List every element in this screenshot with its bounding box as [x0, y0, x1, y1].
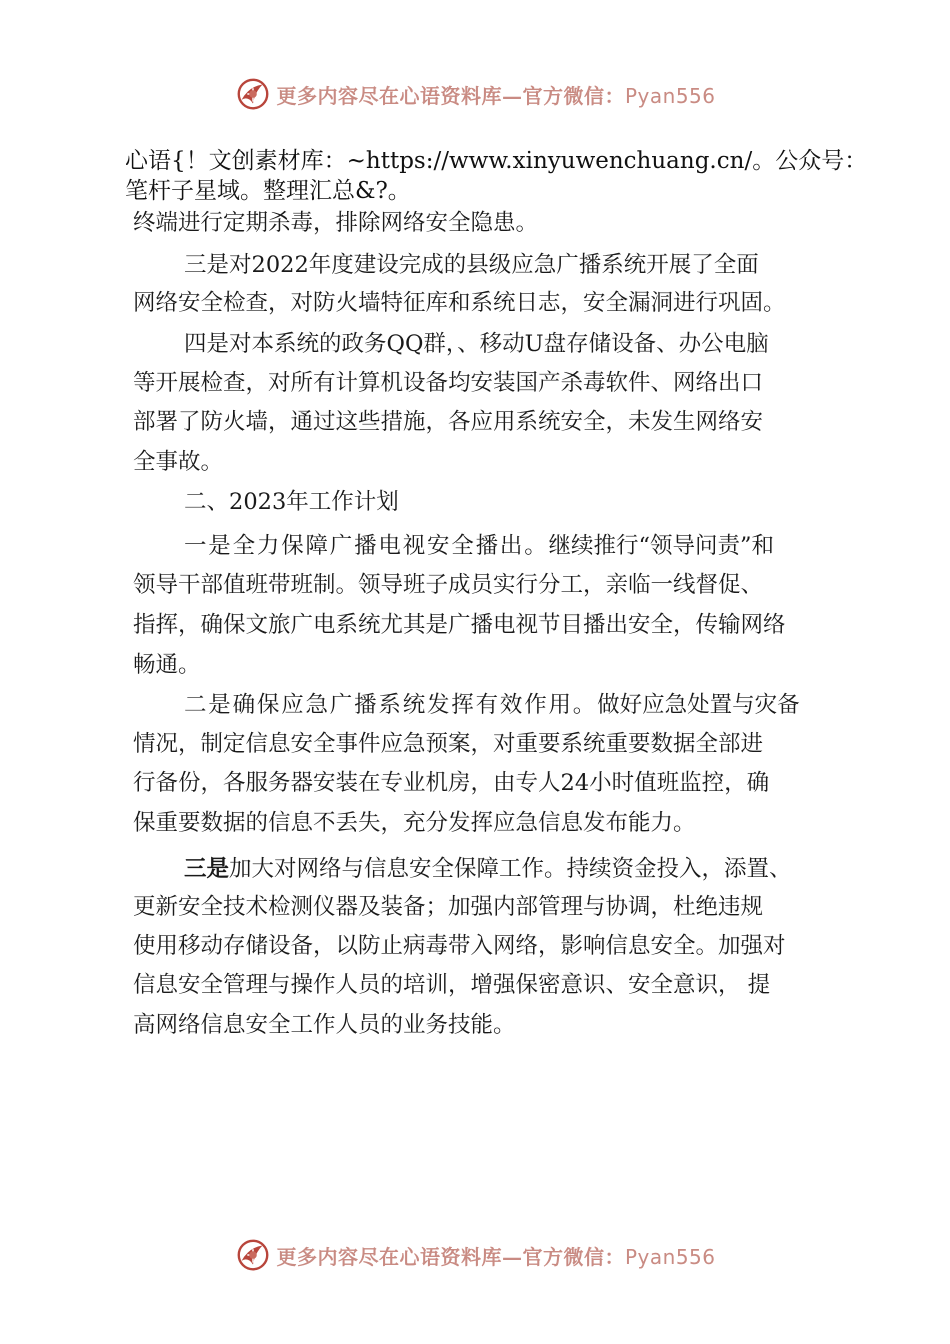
watermark-text: 更多内容尽在心语资料库—官方微信：Pyan556: [276, 1244, 716, 1269]
paragraph-line: 指挥，确保文旅广电系统尤其是广播电视节目播出安全，传输网络: [133, 612, 786, 638]
paragraph-line: 网络安全检查，对防火墙特征库和系统日志，安全漏洞进行巩固。: [133, 290, 786, 316]
source-note-line-2: 笔杆子星域。整理汇总&?。: [125, 178, 411, 204]
section-heading: 二、2023年工作计划: [184, 489, 399, 515]
paragraph-line: [184, 531, 774, 561]
paragraph-line: 保重要数据的信息不丢失，充分发挥应急信息发布能力。: [133, 810, 696, 836]
seal-logo-icon: [234, 75, 272, 113]
watermark-header: [0, 72, 950, 116]
paragraph-line: [184, 854, 792, 884]
watermark-footer: [0, 1233, 950, 1277]
paragraph-text: 加大对网络与信息安全保障工作。持续资金投入，添置、: [229, 856, 792, 882]
paragraph-text: 做好应急处置与灾备: [597, 692, 800, 718]
paragraph-line: [184, 690, 800, 720]
source-note-line-1: 心语{！文创素材库：~https://www.xinyuwenchuang.cn/。公众号：: [125, 148, 868, 174]
paragraph-line: 情况，制定信息安全事件应急预案，对重要系统重要数据全部进: [133, 731, 764, 757]
paragraph-text: 继续推行“领导问责”和: [548, 533, 775, 559]
paragraph-line: 四是对本系统的政务QQ群，、移动U盘存储设备、办公电脑: [184, 331, 769, 357]
paragraph-line: 信息安全管理与操作人员的培训，增强保密意识、安全意识， 提: [133, 972, 771, 998]
lead-phrase: 二是确保应急广播系统发挥有效作用。: [184, 692, 598, 718]
paragraph-line: 部署了防火墙，通过这些措施，各应用系统安全，未发生网络安: [133, 409, 764, 435]
paragraph-line: 高网络信息安全工作人员的业务技能。: [133, 1012, 516, 1038]
paragraph-line: 领导干部值班带班制。领导班子成员实行分工，亲临一线督促、: [133, 572, 764, 598]
paragraph-line: 终端进行定期杀毒，排除网络安全隐患。: [133, 210, 539, 236]
paragraph-line: 三是对2022年度建设完成的县级应急广播系统开展了全面: [184, 252, 759, 278]
paragraph-line: 畅通。: [133, 652, 201, 678]
lead-phrase: 一是全力保障广播电视安全播出。: [184, 533, 549, 559]
lead-phrase: 三是: [184, 856, 230, 882]
watermark-text: 更多内容尽在心语资料库—官方微信：Pyan556: [276, 83, 716, 108]
paragraph-line: 全事故。: [133, 449, 224, 475]
paragraph-line: 等开展检查，对所有计算机设备均安装国产杀毒软件、网络出口: [133, 370, 764, 396]
seal-logo-icon: [234, 1236, 272, 1274]
paragraph-line: 更新安全技术检测仪器及装备；加强内部管理与协调，杜绝违规: [133, 894, 764, 920]
paragraph-line: 行备份，各服务器安装在专业机房，由专人24小时值班监控，确: [133, 770, 770, 796]
paragraph-line: 使用移动存储设备，以防止病毒带入网络，影响信息安全。加强对: [133, 933, 786, 959]
